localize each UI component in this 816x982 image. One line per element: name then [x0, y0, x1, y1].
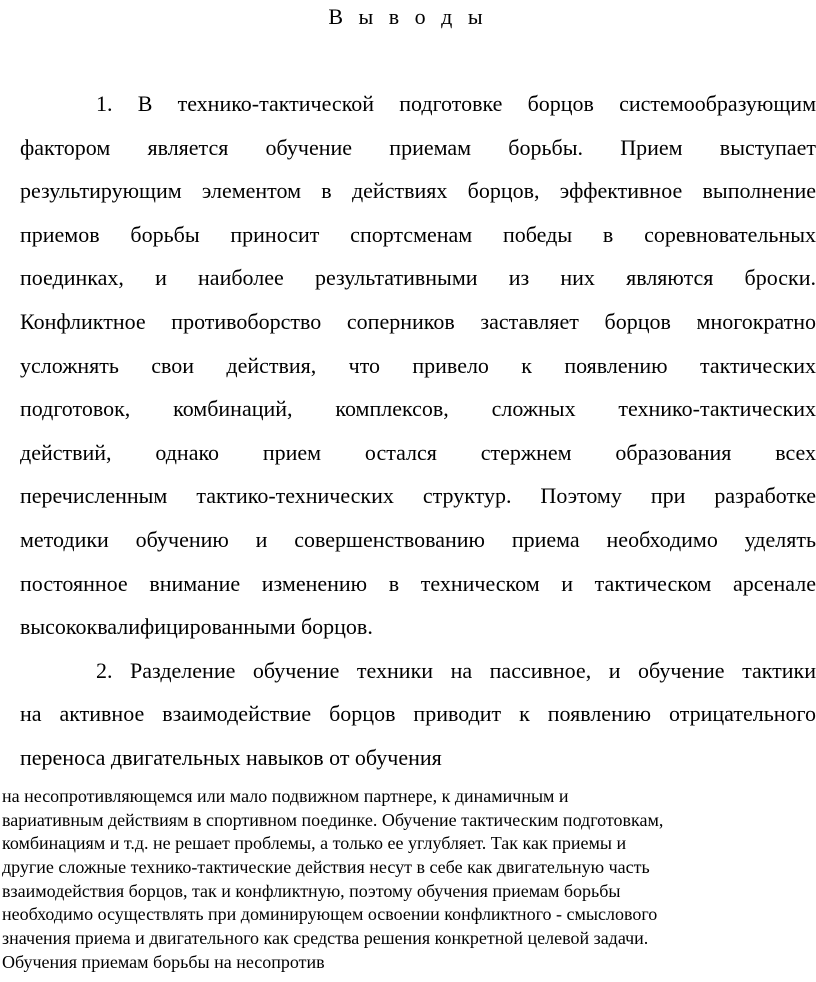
text-line: постоянное внимание изменению в техническом и тактическом арсенале: [20, 570, 816, 596]
text-line: действий, однако прием остался стержнем образования всех: [20, 439, 816, 465]
text-line: приемов борьбы приносит спортсменам победы в соревновательных: [20, 221, 816, 247]
text-line: комбинациям и т.д. не решает проблемы, а только ее углубляет. Так как приемы и: [2, 833, 627, 854]
text-line: на несопротивляющемся или мало подвижном партнере, к динамичным и: [2, 786, 569, 806]
text-line: 2. Разделение обучение техники на пассивное, и обучение тактики: [96, 657, 816, 683]
text-line: подготовок, комбинаций, комплексов, сложных технико-тактических: [20, 396, 816, 422]
text-line: Конфликтное противоборство соперников заставляет борцов многократно: [20, 308, 816, 334]
main-text: [20, 82, 816, 780]
text-line: необходимо осуществлять при доминирующем освоении конфликтного - смыслового: [2, 904, 658, 925]
small-text-block: [2, 785, 814, 975]
text-line: вариативным действиям в спортивном поединке. Обучение тактическим подготовкам,: [2, 809, 664, 830]
text-line: высококвалифицированными борцов.: [20, 614, 373, 640]
text-line: значения приема и двигательного как средства решения конкретной целевой задачи.: [2, 928, 649, 949]
page-title: В ы в о д ы: [328, 4, 488, 29]
text-line: 1. В технико-тактической подготовке борцов системообразующим: [96, 91, 816, 116]
text-line: переноса двигательных навыков от обучения: [20, 744, 442, 770]
text-line: Обучения приемам борьбы на несопротив: [2, 951, 325, 972]
text-line: поединках, и наиболее результативными из них являются броски.: [20, 265, 816, 291]
text-line: результирующим элементом в действиях борцов, эффективное выполнение: [20, 178, 816, 204]
text-line: другие сложные технико-тактические действия несут в себе как двигательную часть: [2, 857, 650, 878]
text-line: взаимодействия борцов, так и конфликтную, поэтому обучения приемам борьбы: [2, 880, 621, 901]
text-line: усложнять свои действия, что привело к появлению тактических: [20, 352, 816, 378]
paragraph-1: [20, 82, 816, 649]
text-line: методики обучению и совершенствованию приема необходимо уделять: [20, 526, 816, 552]
text-line: фактором является обучение приемам борьбы. Прием выступает: [20, 134, 816, 160]
text-line: перечисленным тактико-технических структур. Поэтому при разработке: [20, 483, 816, 509]
text-line: на активное взаимодействие борцов приводит к появлению отрицательного: [20, 701, 816, 727]
paragraph-2: [20, 649, 816, 780]
